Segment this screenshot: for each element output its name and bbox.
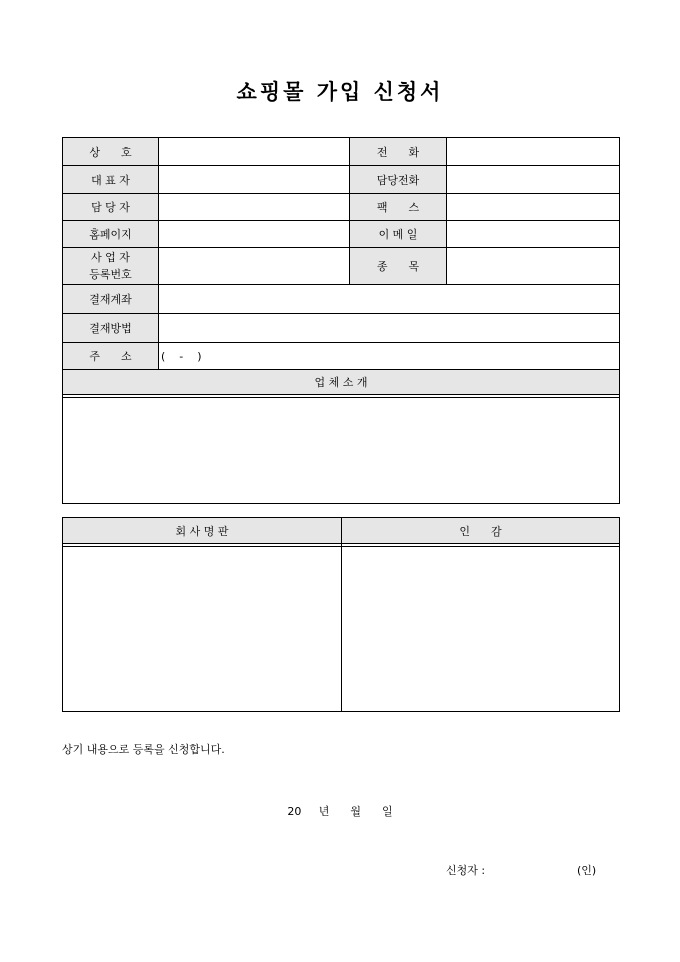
seal-area[interactable] bbox=[342, 547, 619, 711]
homepage-field[interactable] bbox=[159, 221, 349, 247]
company-name-field[interactable] bbox=[159, 138, 349, 165]
manager-field[interactable] bbox=[159, 194, 349, 220]
applicant-seal-mark: (인) bbox=[577, 864, 597, 877]
business-reg-number-field[interactable] bbox=[159, 248, 349, 284]
email-field[interactable] bbox=[447, 221, 619, 247]
application-form-table bbox=[62, 137, 620, 504]
label-email: 이 메 일 bbox=[350, 221, 446, 247]
business-card-header: 회 사 명 판 bbox=[63, 518, 341, 543]
label-business-item: 종 목 bbox=[350, 248, 446, 284]
label-contact-phone: 담당전화 bbox=[350, 166, 446, 193]
page-title: 쇼핑몰 가입 신청서 bbox=[236, 79, 444, 104]
label-homepage: 홈페이지 bbox=[63, 221, 158, 247]
label-company-name: 상 호 bbox=[63, 138, 158, 165]
phone-field[interactable] bbox=[447, 138, 619, 165]
company-intro-field[interactable] bbox=[63, 398, 619, 503]
label-payment-method: 결재방법 bbox=[63, 314, 158, 342]
label-address: 주 소 bbox=[63, 343, 158, 369]
application-statement: 상기 내용으로 등록을 신청합니다. bbox=[62, 743, 225, 756]
business-card-area[interactable] bbox=[63, 547, 341, 711]
address-field[interactable]: ( - ) bbox=[161, 349, 202, 363]
label-representative: 대 표 자 bbox=[63, 166, 158, 193]
applicant-label: 신청자 : bbox=[446, 864, 486, 877]
fax-field[interactable] bbox=[447, 194, 619, 220]
label-business-reg-number: 사 업 자 등록번호 bbox=[63, 248, 158, 284]
payment-method-field[interactable] bbox=[159, 314, 619, 342]
label-payment-account: 결재계좌 bbox=[63, 285, 158, 313]
seal-header: 인 감 bbox=[342, 518, 619, 543]
card-seal-table bbox=[62, 517, 620, 712]
label-fax: 팩 스 bbox=[350, 194, 446, 220]
date-line: 20 년 월 일 bbox=[287, 805, 393, 818]
business-item-field[interactable] bbox=[447, 248, 619, 284]
contact-phone-field[interactable] bbox=[447, 166, 619, 193]
label-phone: 전 화 bbox=[350, 138, 446, 165]
company-intro-header: 업 체 소 개 bbox=[63, 370, 619, 394]
payment-account-field[interactable] bbox=[159, 285, 619, 313]
label-manager: 담 당 자 bbox=[63, 194, 158, 220]
representative-field[interactable] bbox=[159, 166, 349, 193]
